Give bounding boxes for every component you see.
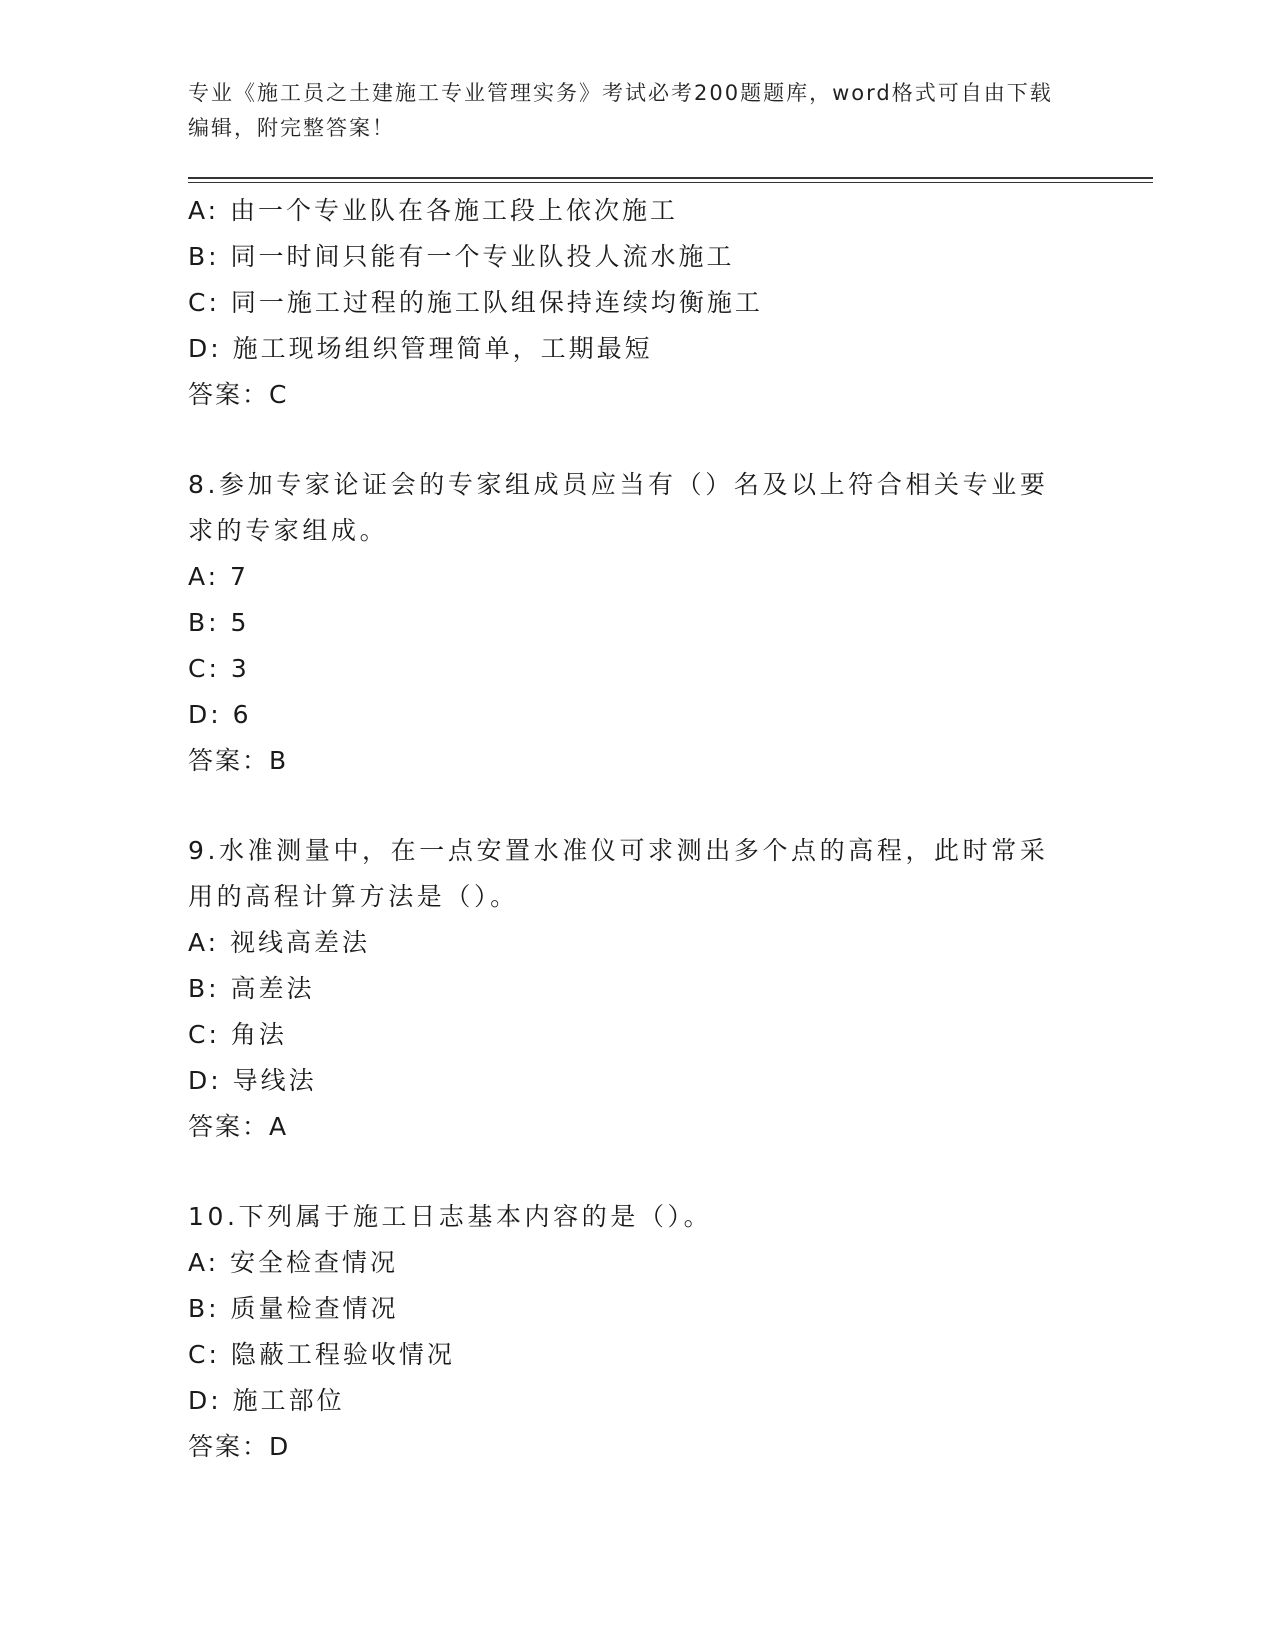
option-a: A: 7: [188, 562, 249, 591]
answer-line: 答案：C: [188, 380, 289, 409]
option-b: B: 质量检查情况: [188, 1294, 399, 1323]
option-a: A: 视线高差法: [188, 928, 371, 957]
question-block-8: [188, 462, 1088, 784]
question-block-10: [188, 1194, 1088, 1470]
option-d: D: 施工部位: [188, 1386, 345, 1415]
question-block-9: [188, 828, 1088, 1150]
question-text: 10.下列属于施工日志基本内容的是（）。: [188, 1202, 713, 1231]
answer-line: 答案：B: [188, 746, 289, 775]
header-divider-thin: [188, 182, 1153, 183]
option-c: C: 同一施工过程的施工队组保持连续均衡施工: [188, 288, 763, 317]
option-b: B: 同一时间只能有一个专业队投人流水施工: [188, 242, 735, 271]
answer-line: 答案：D: [188, 1432, 291, 1461]
document-intro: 专业《施工员之土建施工专业管理实务》考试必考200题题库，word格式可自由下载编辑，附完整答案！: [188, 81, 1053, 140]
option-d: D: 6: [188, 700, 252, 729]
option-b: B: 高差法: [188, 974, 315, 1003]
option-a: A: 由一个专业队在各施工段上依次施工: [188, 196, 679, 225]
answer-line: 答案：A: [188, 1112, 289, 1141]
option-c: C: 隐蔽工程验收情况: [188, 1340, 455, 1369]
question-text: 9.水准测量中，在一点安置水准仪可求测出多个点的高程，此时常采用的高程计算方法是（）。: [188, 836, 1049, 911]
header-divider: [188, 177, 1153, 179]
option-d: D: 施工现场组织管理简单，工期最短: [188, 334, 653, 363]
question-block-7: [188, 188, 1088, 418]
question-list: [188, 188, 1088, 1470]
option-a: A: 安全检查情况: [188, 1248, 399, 1277]
option-c: C: 3: [188, 654, 250, 683]
option-b: B: 5: [188, 608, 250, 637]
option-c: C: 角法: [188, 1020, 287, 1049]
option-d: D: 导线法: [188, 1066, 317, 1095]
question-text: 8.参加专家论证会的专家组成员应当有（）名及以上符合相关专业要求的专家组成。: [188, 470, 1049, 545]
